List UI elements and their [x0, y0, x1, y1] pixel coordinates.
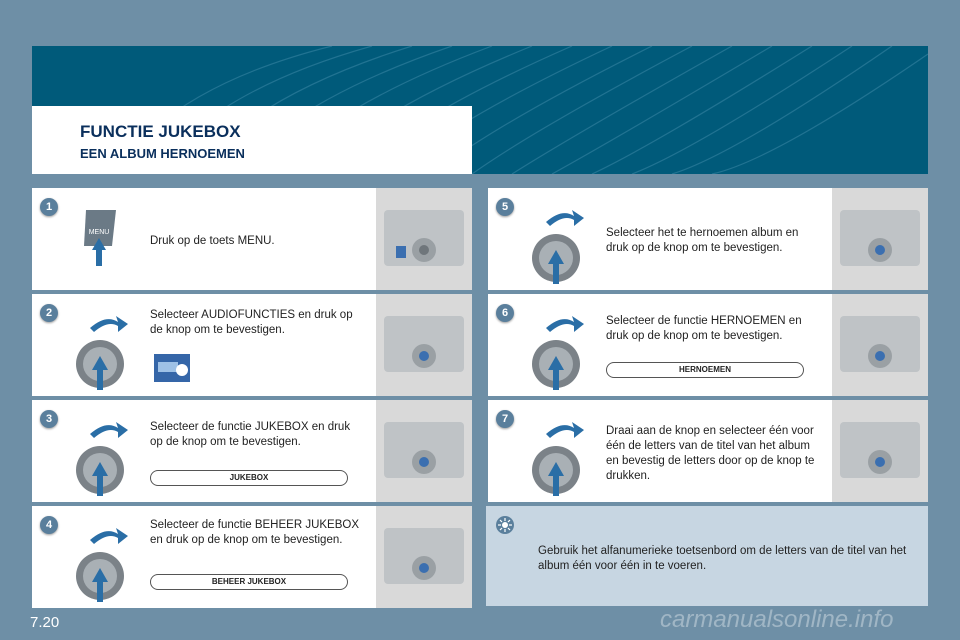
menu-key-icon — [84, 208, 118, 248]
knob-icon — [72, 306, 132, 392]
step-7-panel — [488, 400, 928, 502]
tip-box — [486, 506, 928, 606]
radio-panel-icon — [832, 188, 928, 290]
step-text: Selecteer de functie BEHEER JUKEBOX en druk op de knop om te bevestigen. — [150, 519, 360, 546]
step-number: 7 — [496, 410, 514, 428]
step-3-panel — [32, 400, 472, 502]
step-4-panel — [32, 506, 472, 608]
menu-option-jukebox: JUKEBOX — [150, 470, 348, 486]
step-1-panel — [32, 188, 472, 290]
title-box — [32, 106, 472, 174]
tip-text: Gebruik het alfanumerieke toetsenbord om de letters van de titel van het album één voor één in te voeren. — [538, 545, 907, 572]
menu-option-hernoemen: HERNOEMEN — [606, 362, 804, 378]
step-number: 1 — [40, 198, 58, 216]
page-subtitle: EEN ALBUM HERNOEMEN — [80, 146, 245, 161]
knob-icon — [528, 306, 588, 392]
page-title: FUNCTIE JUKEBOX — [80, 122, 241, 141]
menu-option-beheer-jukebox: BEHEER JUKEBOX — [150, 574, 348, 590]
step-text: Selecteer AUDIOFUNCTIES en druk op de knop om te bevestigen. — [150, 309, 353, 336]
knob-icon — [72, 412, 132, 498]
step-number: 2 — [40, 304, 58, 322]
audio-icon — [154, 354, 190, 382]
menu-key-label: MENU — [88, 229, 110, 236]
step-text: Selecteer de functie HERNOEMEN en druk op de knop om te bevestigen. — [606, 315, 802, 342]
step-text: Selecteer het te hernoemen album en druk op de knop om te bevestigen. — [606, 227, 799, 254]
step-text: Selecteer de functie JUKEBOX en druk op de knop om te bevestigen. — [150, 421, 351, 448]
radio-panel-icon — [832, 294, 928, 396]
knob-icon — [528, 412, 588, 498]
step-5-panel — [488, 188, 928, 290]
radio-panel-icon — [376, 400, 472, 502]
knob-icon — [72, 518, 132, 604]
step-number: 4 — [40, 516, 58, 534]
step-6-panel — [488, 294, 928, 396]
radio-panel-icon — [376, 294, 472, 396]
radio-panel-icon — [376, 506, 472, 608]
step-2-panel — [32, 294, 472, 396]
watermark: carmanualsonline.info — [660, 606, 894, 633]
step-number: 6 — [496, 304, 514, 322]
step-text: Druk op de toets MENU. — [150, 235, 275, 247]
step-number: 5 — [496, 198, 514, 216]
step-number: 3 — [40, 410, 58, 428]
sun-icon — [496, 516, 514, 534]
radio-panel-icon — [832, 400, 928, 502]
radio-panel-icon — [376, 188, 472, 290]
knob-icon — [528, 200, 588, 286]
step-text: Draai aan de knop en selecteer één voor één de letters van de titel van het album en bevestig de letters door op de knop te drukken. — [606, 425, 815, 482]
page-number: 7.20 — [30, 614, 60, 631]
